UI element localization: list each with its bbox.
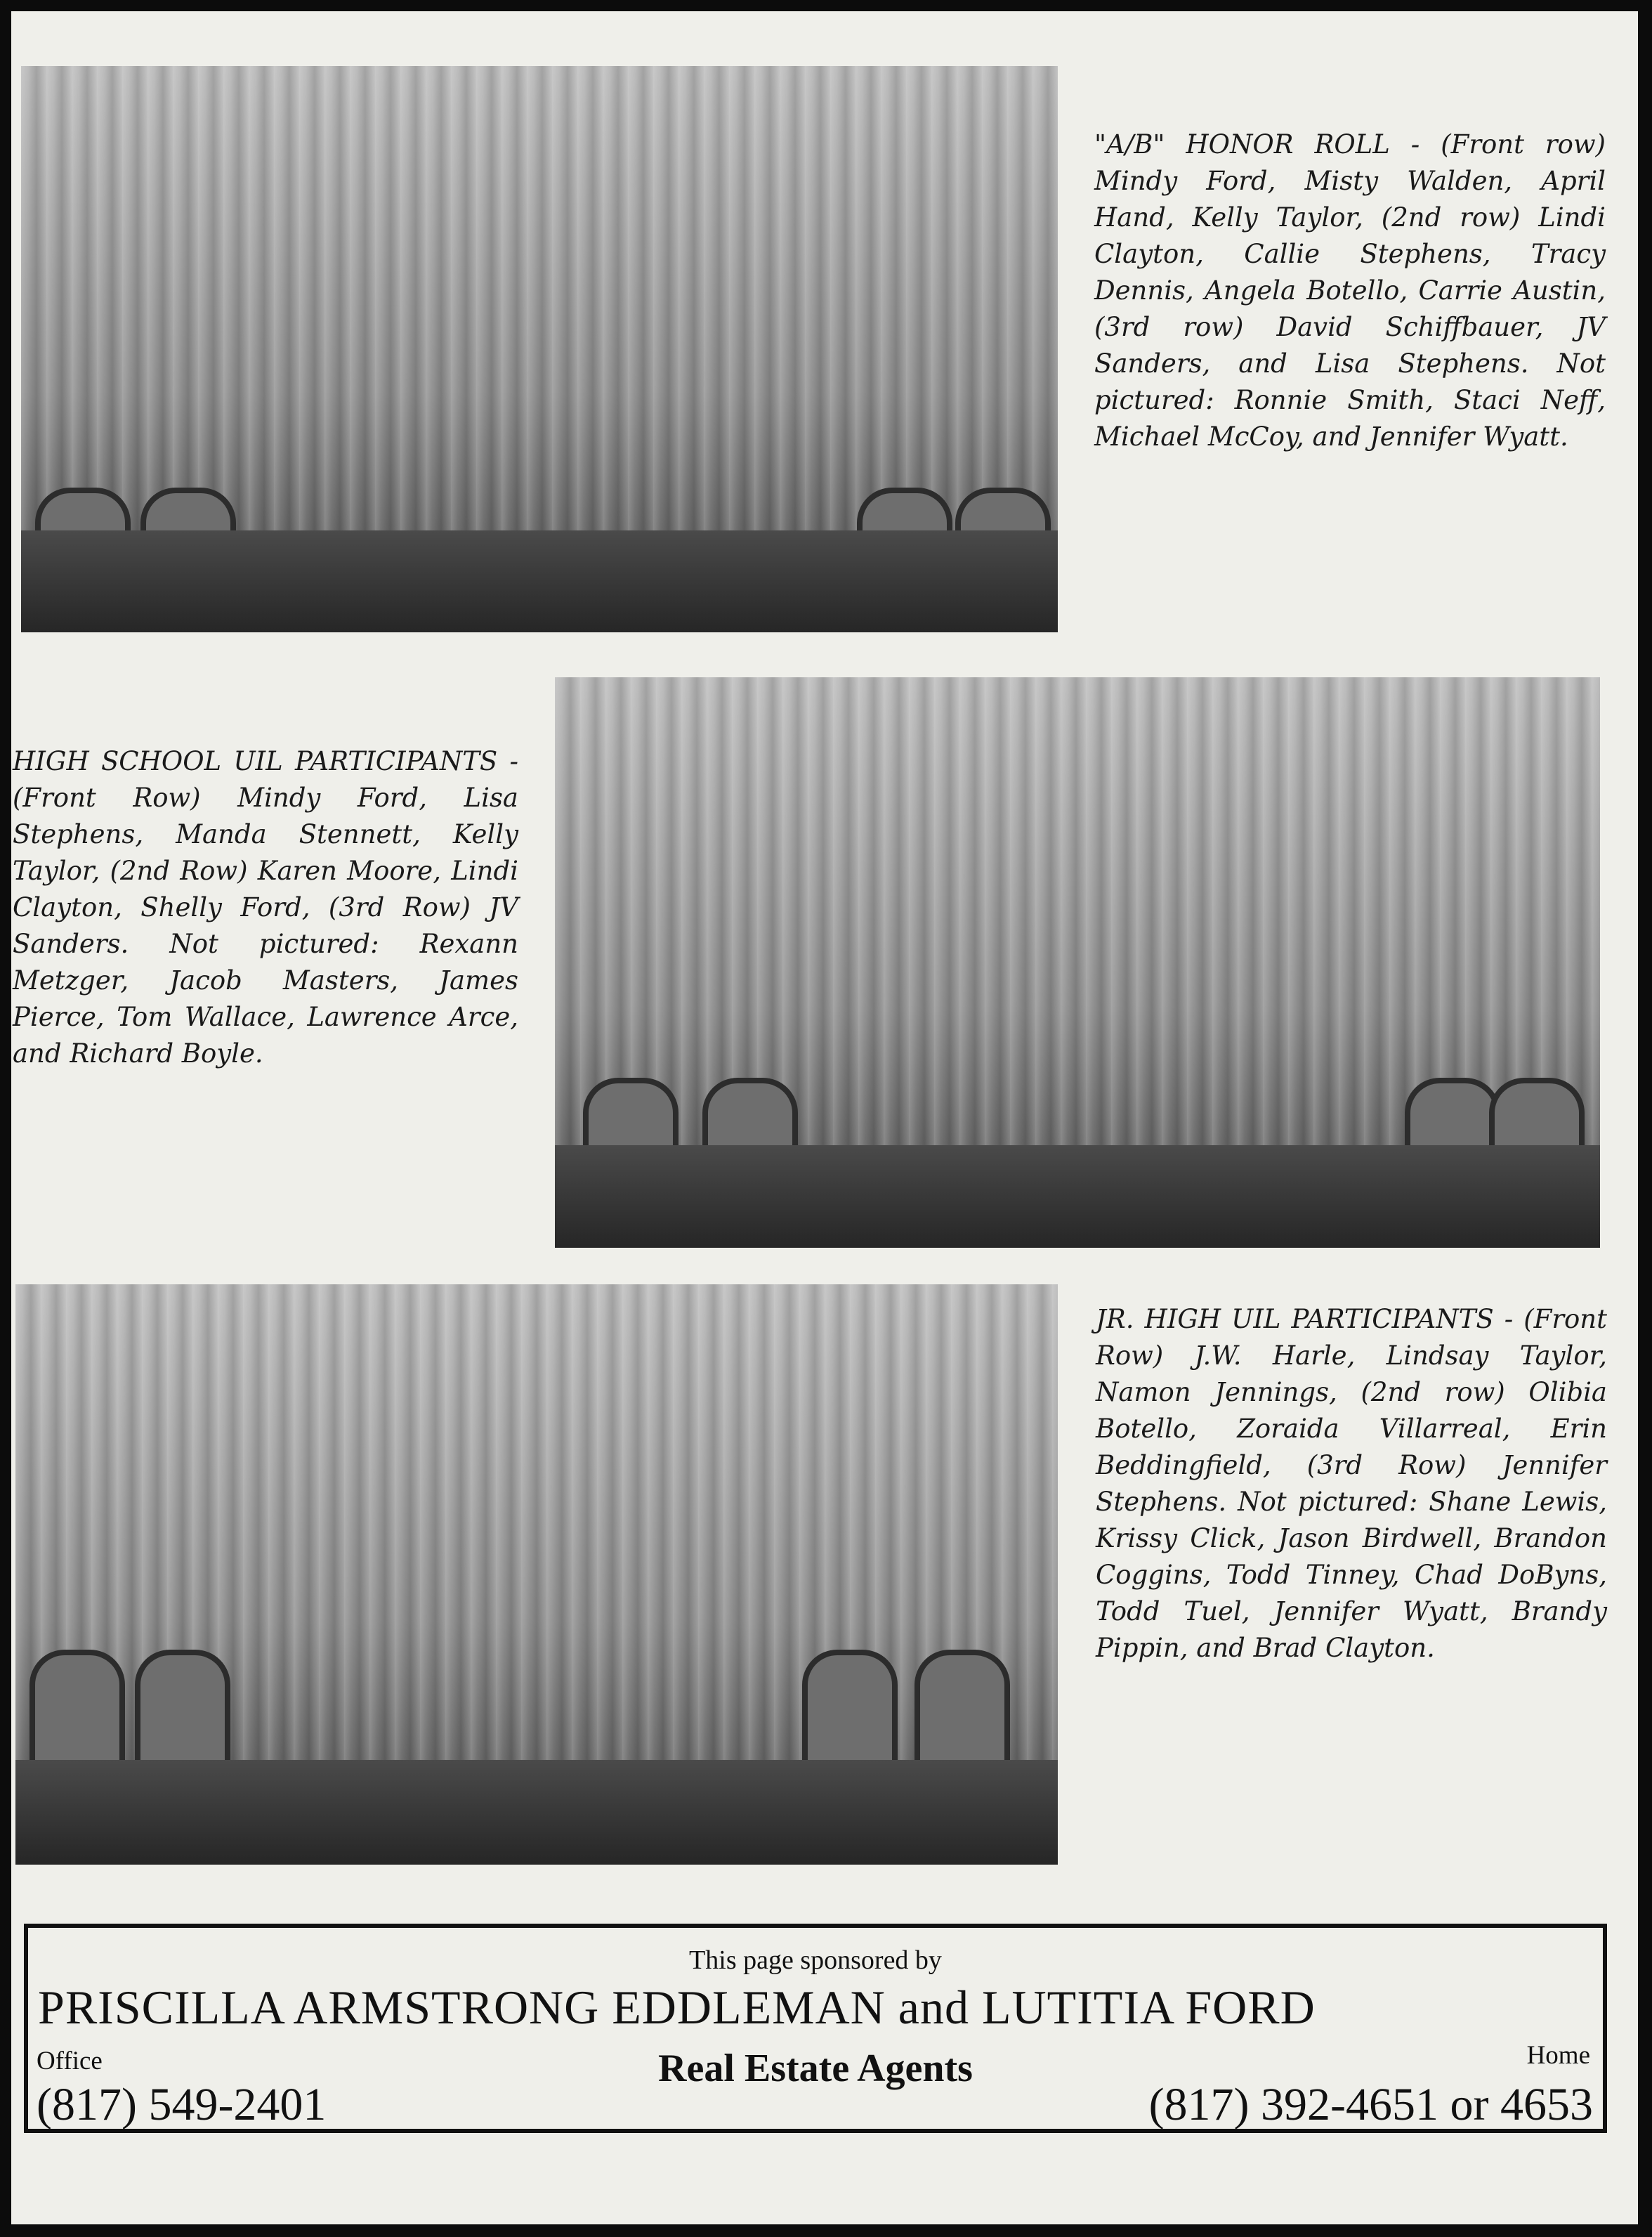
sponsor-intro: This page sponsored by: [689, 1945, 942, 1975]
high-school-uil-photo: [555, 677, 1600, 1248]
yearbook-page: [11, 11, 1638, 2224]
honor-roll-photo: [21, 66, 1058, 632]
sponsor-box: [24, 1924, 1607, 2133]
home-label: Home: [1526, 2041, 1590, 2070]
jr-high-uil-photo: [15, 1284, 1058, 1865]
sponsor-title: Real Estate Agents: [658, 2047, 973, 2090]
office-phone: (817) 549-2401: [37, 2079, 327, 2130]
photo-floor: [15, 1760, 1058, 1865]
honor-roll-caption: "A/B" HONOR ROLL - (Front row) Mindy Ford, Misty Walden, April Hand, Kelly Taylor, (2nd row) Lindi Clayton, Callie Stephens, Tracy Dennis, Angela Botello, Carrie Austin, (3rd row) David Schiffbauer, JV Sanders, and Lisa Stephens. Not pictured: Ronnie Smith, Staci Neff, Michael McCoy, and Jennifer Wyatt.: [1094, 129, 1606, 452]
photo-floor: [555, 1145, 1600, 1248]
home-phone: (817) 392-4651 or 4653: [1148, 2079, 1593, 2130]
high-school-uil-caption: HIGH SCHOOL UIL PARTICIPANTS - (Front Row) Mindy Ford, Lisa Stephens, Manda Stennett, Kelly Taylor, (2nd Row) Karen Moore, Lindi Clayton, Shelly Ford, (3rd Row) JV Sanders. Not pictured: Rexann Metzger, Jacob Masters, James Pierce, Tom Wallace, Lawrence Arce, and Richard Boyle.: [13, 746, 518, 1069]
sponsor-names: PRISCILLA ARMSTRONG EDDLEMAN and LUTITIA FORD: [38, 1981, 1316, 2034]
photo-floor: [21, 530, 1058, 632]
jr-high-uil-caption: JR. HIGH UIL PARTICIPANTS - (Front Row) J.W. Harle, Lindsay Taylor, Namon Jennings, (2nd row) Olibia Botello, Zoraida Villarreal, Erin Beddingfield, (3rd Row) Jennifer Stephens. Not pictured: Shane Lewis, Krissy Click, Jason Birdwell, Brandon Coggins, Todd Tinney, Chad DoByns, Todd Tuel, Jennifer Wyatt, Brandy Pippin, and Brad Clayton.: [1096, 1304, 1607, 1663]
office-label: Office: [37, 2047, 103, 2075]
